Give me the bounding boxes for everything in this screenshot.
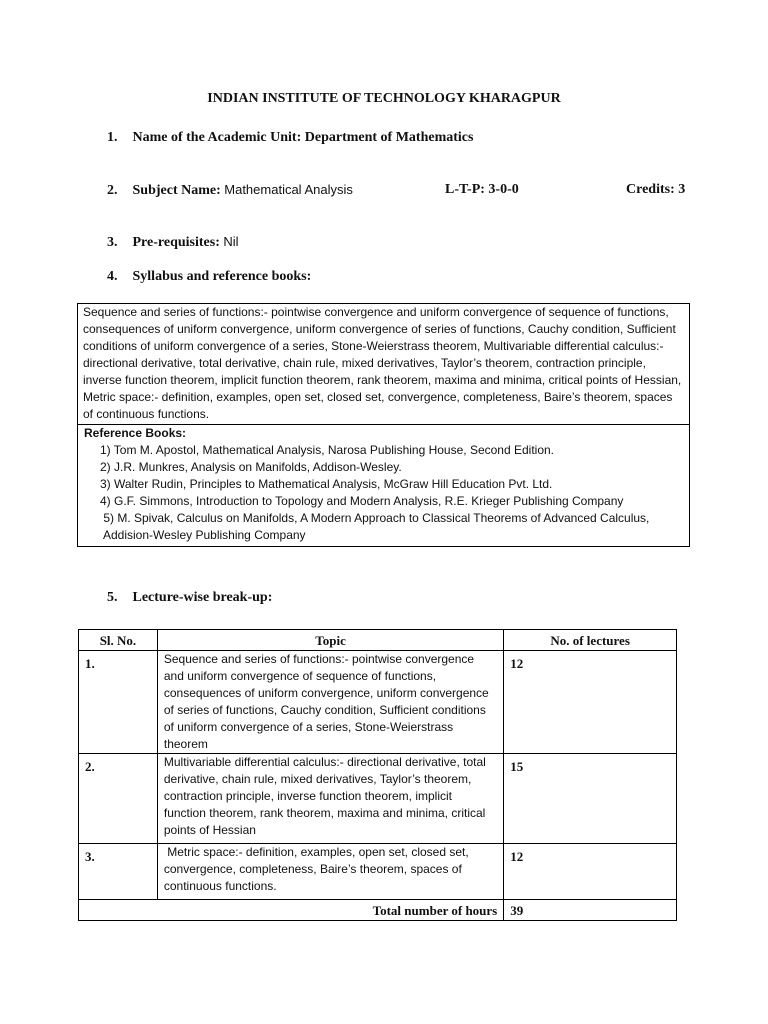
prerequisites-value: Nil (223, 234, 239, 249)
credits-value: Credits: 3 (626, 182, 686, 197)
syllabus-text: Sequence and series of functions:- pointwise convergence and uniform convergence of sequence of functions, consequences of uniform convergence, uniform convergence of series of functions, Cauchy condition, Sufficient conditions of uniform convergence of a series, Stone-Weierstrass theorem, Multivariable differential calculus:- directional derivative, total derivative, chain rule, mixed derivatives, Taylor’s theorem, contraction principle, inverse function theorem, implicit function theorem, rank theorem, maxima and minima, critical points of Hessian, Metric space:- definition, examples, open set, closed set, convergence, completeness, Baire’s theorem, spaces of continuous functions. (78, 304, 689, 425)
row-lectures: 12 (504, 651, 677, 754)
table-row (79, 754, 677, 844)
row-sl-no: 1. (79, 651, 158, 754)
reference-item: 3) Walter Rudin, Principles to Mathematical Analysis, McGraw Hill Education Pvt. Ltd. (100, 477, 553, 491)
row-topic: Multivariable differential calculus:- directional derivative, total derivative, chain rule, mixed derivatives, Taylor’s theorem, contraction principle, inverse function theorem, implicit function theorem, rank theorem, maxima and minima, critical points of Hessian (157, 754, 503, 844)
syllabus-heading: Syllabus and reference books: (132, 269, 312, 284)
prerequisites-line (107, 234, 239, 251)
prerequisites-label: Pre-requisites: (132, 235, 220, 250)
row-topic: Metric space:- definition, examples, open set, closed set, convergence, completeness, Baire’s theorem, spaces of continuous functions. (157, 844, 503, 900)
academic-unit-label: Name of the Academic Unit: Department of Mathematics (132, 130, 474, 145)
header-topic: Topic (157, 630, 503, 651)
reference-item-continuation: Addision-Wesley Publishing Company (103, 528, 306, 542)
reference-books (78, 425, 689, 544)
academic-unit-line (107, 130, 473, 146)
item-number: 5. (107, 590, 118, 605)
subject-line (107, 182, 353, 199)
row-sl-no: 2. (79, 754, 158, 844)
table-total-row (79, 900, 677, 921)
lecture-heading-line (107, 590, 272, 606)
row-sl-no: 3. (79, 844, 158, 900)
reference-item: 1) Tom M. Apostol, Mathematical Analysis, Narosa Publishing House, Second Edition. (100, 443, 555, 457)
ltp-value: L-T-P: 3-0-0 (445, 182, 519, 197)
header-lectures: No. of lectures (504, 630, 677, 651)
row-lectures: 15 (504, 754, 677, 844)
lecture-table (78, 629, 677, 921)
subject-name: Mathematical Analysis (224, 182, 353, 197)
syllabus-heading-line (107, 269, 311, 285)
table-row (79, 651, 677, 754)
lecture-heading: Lecture-wise break-up: (132, 590, 273, 605)
document-title: INDIAN INSTITUTE OF TECHNOLOGY KHARAGPUR (207, 91, 561, 106)
item-number: 2. (107, 183, 118, 198)
item-number: 3. (107, 235, 118, 250)
row-lectures: 12 (504, 844, 677, 900)
reference-item: 5) M. Spivak, Calculus on Manifolds, A Modern Approach to Classical Theorems of Advanced Calculus, (100, 511, 650, 525)
reference-books-heading: Reference Books: (84, 426, 187, 440)
reference-item: 2) J.R. Munkres, Analysis on Manifolds, Addison-Wesley. (100, 460, 402, 474)
item-number: 1. (107, 130, 118, 145)
header-sl-no: Sl. No. (79, 630, 158, 651)
subject-label: Subject Name: (132, 183, 221, 198)
syllabus-box (77, 303, 690, 547)
item-number: 4. (107, 269, 118, 284)
table-header-row (79, 630, 677, 651)
table-row (79, 844, 677, 900)
total-hours-label: Total number of hours (79, 900, 504, 921)
row-topic: Sequence and series of functions:- pointwise convergence and uniform convergence of sequence of functions, consequences of uniform convergence, uniform convergence of series of functions, Cauchy condition, Sufficient conditions of uniform convergence of a series, Stone-Weierstrass theorem (157, 651, 503, 754)
reference-item: 4) G.F. Simmons, Introduction to Topology and Modern Analysis, R.E. Krieger Publishing Company (100, 494, 624, 508)
total-hours-value: 39 (504, 900, 677, 921)
